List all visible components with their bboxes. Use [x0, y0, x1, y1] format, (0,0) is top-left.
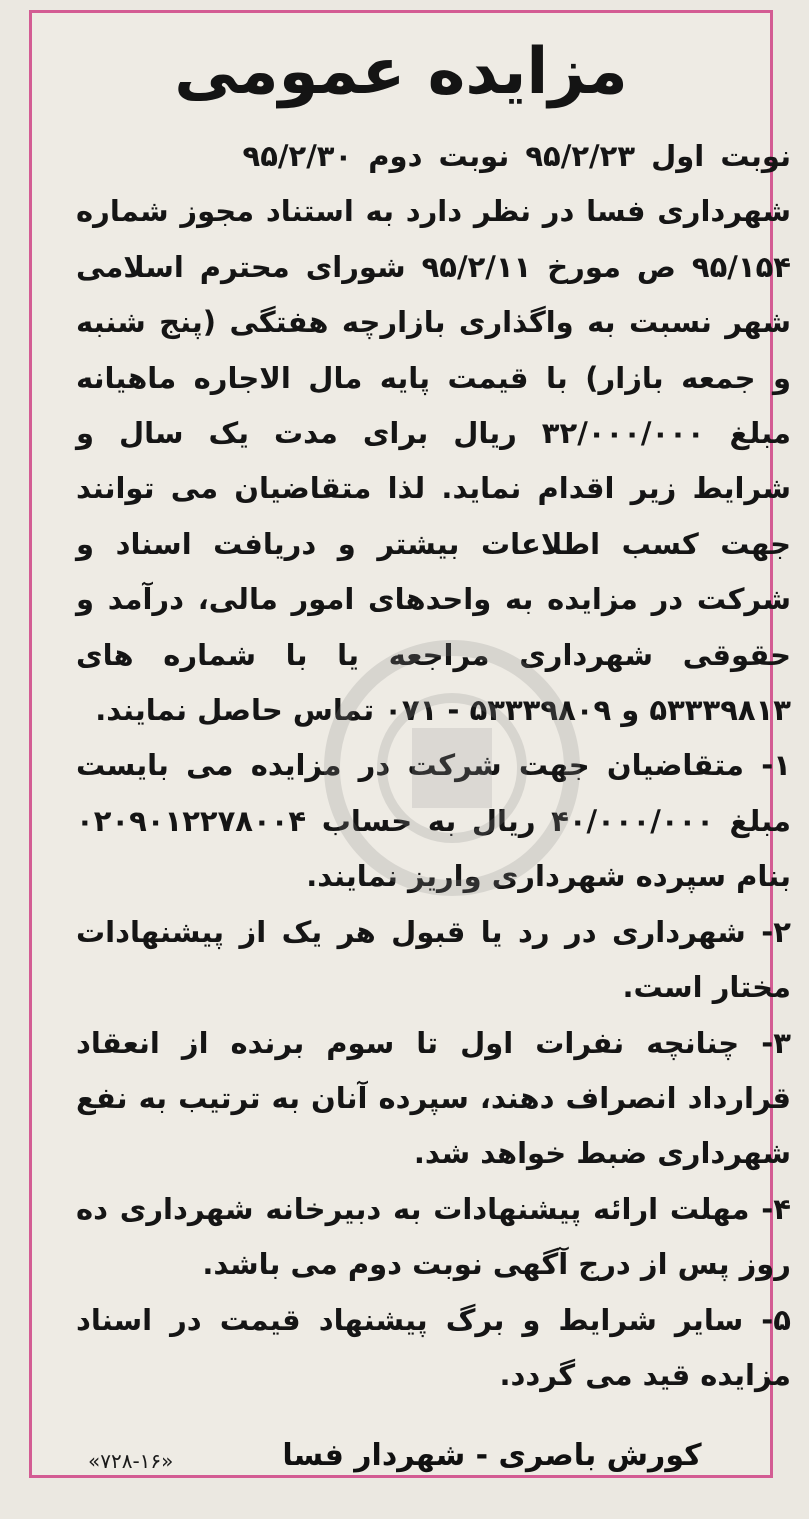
ad-body	[76, 129, 791, 1403]
condition-item: ۴- مهلت ارائه پیشنهادات به دبیرخانه شهرداری ده روز پس از درج آگهی نوبت دوم می باشد.	[76, 1191, 791, 1282]
condition-item: ۲- شهرداری در رد یا قبول هر یک از پیشنهادات مختار است.	[76, 914, 791, 1005]
ad-frame	[29, 10, 791, 1478]
condition-item: ۳- چنانچه نفرات اول تا سوم برنده از انعقاد قرارداد انصراف دهند، سپرده آنان به ترتیب به نفع شهرداری ضبط خواهد شد.	[76, 1025, 791, 1171]
ad-intro-paragraph: شهرداری فسا در نظر دارد به استناد مجوز شماره ۹۵/۱۵۴ ص مورخ ۹۵/۲/۱۱ شورای محترم اسلامی شهر نسبت به واگذاری بازارچه هفتگی (پنج شنبه و جمعه بازار) با قیمت پایه مال الاجاره ماهیانه مبلغ ۳۲/۰۰۰/۰۰۰ ریال برای مدت یک سال و شرایط زیر اقدام نماید. لذا متقاضیان می توانند جهت کسب اطلاعات بیشتر و دریافت اسناد و شرکت در مزایده به واحدهای امور مالی، درآمد و حقوقی شهرداری مراجعه یا با شماره های ۵۳۳۳۹۸۱۳ و ۵۳۳۳۹۸۰۹ - ۰۷۱ تماس حاصل نمایند.	[76, 194, 791, 728]
publication-rounds: نوبت اول ۹۵/۲/۲۳ نوبت دوم ۹۵/۲/۳۰	[242, 139, 791, 173]
condition-item: ۵- سایر شرایط و برگ پیشنهاد قیمت در اسناد مزایده قید می گردد.	[76, 1302, 791, 1392]
signature-line: کورش باصری - شهردار فسا	[282, 1438, 702, 1473]
condition-item: ۱- متقاضیان جهت شرکت در مزایده می بایست مبلغ ۴۰/۰۰۰/۰۰۰ ریال به حساب ۰۲۰۹۰۱۲۲۷۸۰۰۴ بنام سپرده شهرداری واریز نمایند.	[76, 748, 791, 894]
ad-title: مزایده عمومی	[174, 35, 628, 109]
ad-code: «۷۲۸-۱۶»	[88, 1449, 174, 1473]
